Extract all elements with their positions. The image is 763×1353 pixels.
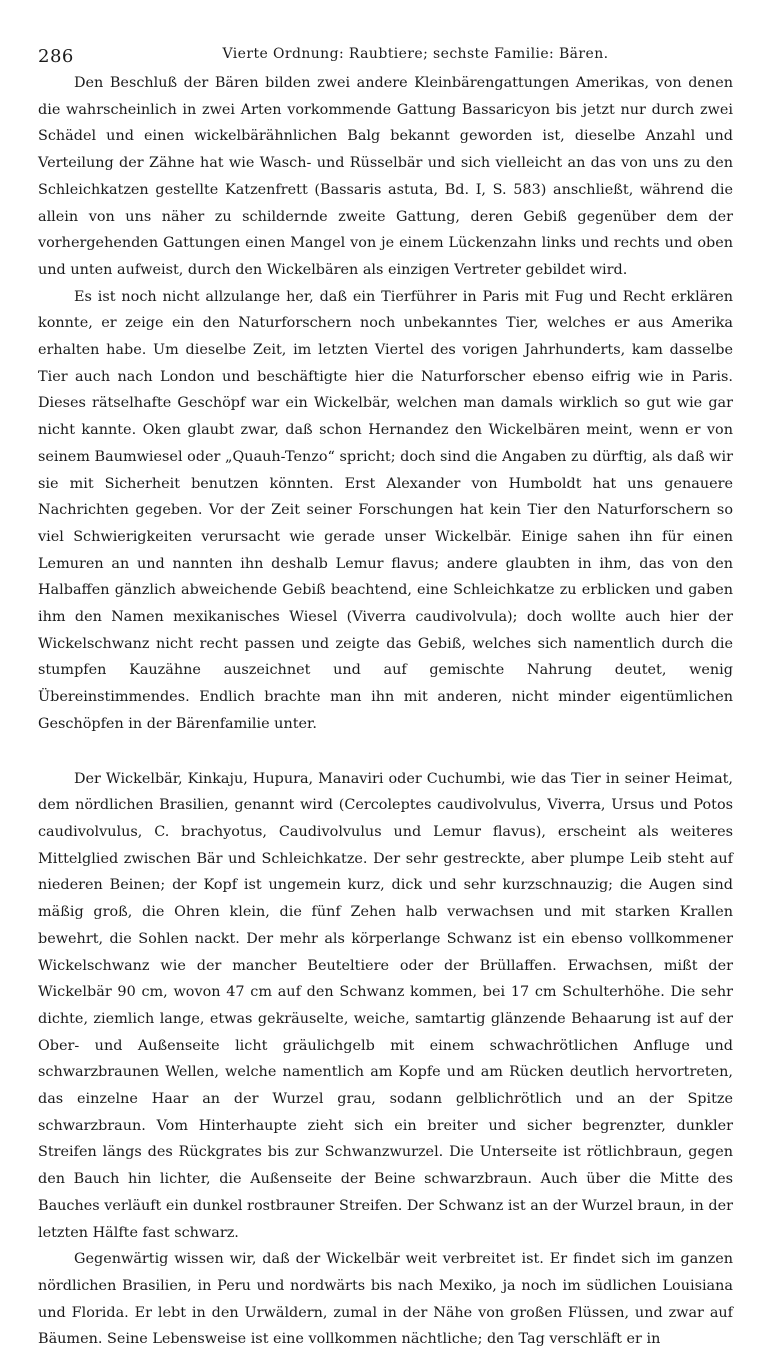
paragraph-distribution: Gegenwärtig wissen wir, daß der Wickelbär weit verbreitet ist. Er findet sich im ganzen nördlichen Brasilien, in Peru und nordwärts bis nach Mexiko, ja noch im südlichen Louisiana und Florida. Er lebt in den Urwäldern, zumal in der Nähe von großen Flüssen, und zwar auf Bäumen. Seine Lebensweise ist eine vollkommen nächtliche; den Tag verschläft er in [38,1251,733,1348]
page-body [38,70,733,1353]
paragraph-bassaricyon: Den Beschluß der Bären bilden zwei andere Kleinbärengattungen Amerikas, von denen die wahrscheinlich in zwei Arten vorkommende Gattung Bassaricyon bis jetzt nur durch zwei Schädel und einen wickelbärähnlichen Balg bekannt geworden ist, dieselbe Anzahl und Verteilung der Zähne hat wie Wasch- und Rüsselbär und sich vielleicht an das von uns zu den Schleichkatzen gestellte Katzenfrett (Bassaris astuta, Bd. I, S. 583) anschließt, während die allein von uns näher zu schildernde zweite Gattung, deren Gebiß gegenüber dem der vorhergehenden Gattungen einen Mangel von je einem Lückenzahn links und rechts und oben und unten aufweist, durch den Wickelbären als einzigen Vertreter gebildet wird. [38,75,733,278]
running-title: Vierte Ordnung: Raubtiere; sechste Familie: Bären. [222,46,609,62]
paragraph-description: Der Wickelbär, Kinkaju, Hupura, Manaviri oder Cuchumbi, wie das Tier in seiner Heimat, dem nördlichen Brasilien, genannt wird (Cercoleptes caudivolvulus, Viverra, Ursus und Potos caudivolvulus, C. brachyotus, Caudivolvulus und Lemur flavus), erscheint als weiteres Mittelglied zwischen Bär und Schleichkatze. Der sehr gestreckte, aber plumpe Leib steht auf niederen Beinen; der Kopf ist ungemein kurz, dick und sehr kurzschnauzig; die Augen sind mäßig groß, die Ohren klein, die fünf Zehen halb verwachsen und mit starken Krallen bewehrt, die Sohlen nackt. Der mehr als körperlange Schwanz ist ein ebenso vollkommener Wickelschwanz wie der mancher Beuteltiere oder der Brüllaffen. Erwachsen, mißt der Wickelbär 90 cm, wovon 47 cm auf den Schwanz kommen, bei 17 cm Schulterhöhe. Die sehr dichte, ziemlich lange, etwas gekräuselte, weiche, samtartig glänzende Behaarung ist auf der Ober- und Außenseite licht gräulichgelb mit einem schwachrötlichen Anfluge und schwarzbraunen Wellen, welche namentlich am Kopfe und am Rücken deutlich hervortreten, das einzelne Haar an der Wurzel grau, sodann gelblichrötlich und an der Spitze schwarzbraun. Vom Hinterhaupte zieht sich ein breiter und sicher begrenzter, dunkler Streifen längs des Rückgrates bis zur Schwanzwurzel. Die Unterseite ist rötlichbraun, gegen den Bauch hin lichter, die Außenseite der Beine schwarzbraun. Auch über die Mitte des Bauches verläuft ein dunkel rostbrauner Streifen. Der Schwanz ist an der Wurzel braun, in der letzten Hälfte fast schwarz. [38,770,733,1241]
page-number: 286 [38,46,74,67]
section-gap [38,738,733,766]
paragraph-history: Es ist noch nicht allzulange her, daß ein Tierführer in Paris mit Fug und Recht erklären konnte, er zeige ein den Naturforschern noch unbekanntes Tier, welches er aus Amerika erhalten habe. Um dieselbe Zeit, im letzten Viertel des vorigen Jahrhunderts, kam dasselbe Tier auch nach London und beschäftigte hier die Naturforscher ebenso eifrig wie in Paris. Dieses rätselhafte Geschöpf war ein Wickelbär, welchen man damals wirklich so gut wie gar nicht kannte. Oken glaubt zwar, daß schon Hernandez den Wickelbären meint, wenn er von seinem Baumwiesel oder „Quauh-Tenzo“ spricht; doch sind die Angaben zu dürftig, als daß wir sie mit Sicherheit benutzen könnten. Erst Alexander von Humboldt hat uns genauere Nachrichten gegeben. Vor der Zeit seiner Forschungen hat kein Tier den Naturforschern so viel Schwierigkeiten verursacht wie gerade unser Wickelbär. Einige sahen ihn für einen Lemuren an und nannten ihn deshalb Lemur flavus; andere glaubten in ihm, das von den Halbaffen gänzlich abweichende Gebiß beachtend, eine Schleichkatze zu erblicken und gaben ihm den Namen mexikanisches Wiesel (Viverra caudivolvula); doch wollte auch hier der Wickelschwanz nicht recht passen und zeigte das Gebiß, welches sich namentlich durch die stumpfen Kauzähne auszeichnet und auf gemischte Nahrung deutet, wenig Übereinstimmendes. Endlich brachte man ihn mit anderen, nicht minder eigentümlichen Geschöpfen in der Bärenfamilie unter. [38,288,733,732]
page-header [38,30,733,67]
